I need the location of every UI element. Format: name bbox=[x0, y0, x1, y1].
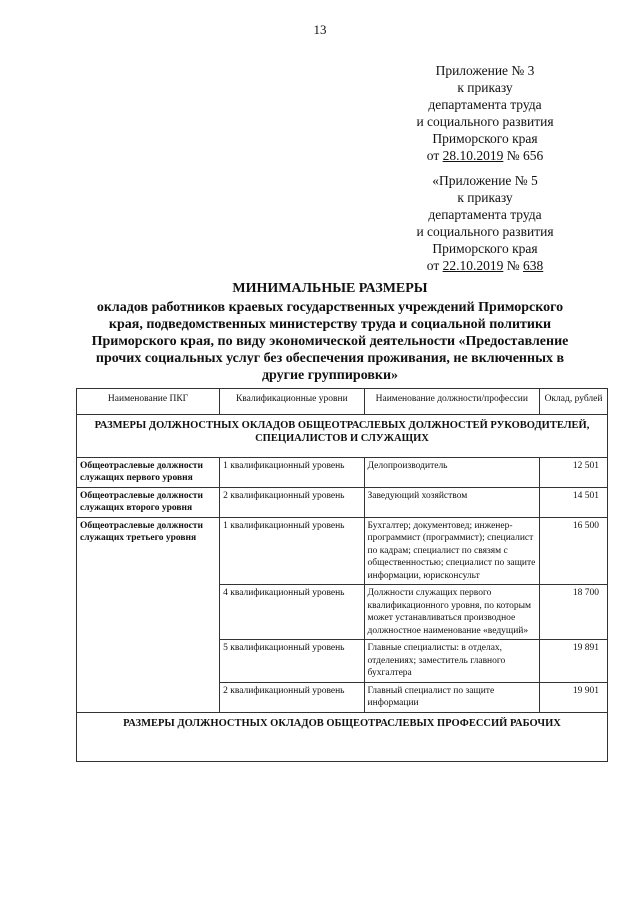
page-number: 13 bbox=[313, 22, 327, 37]
row-salary: 12 501 bbox=[540, 457, 608, 487]
row-position: Главные специалисты: в отделах, отделениях; заместитель главного бухгалтера bbox=[364, 640, 540, 683]
title-line3: Приморского края, по виду экономической деятельности «Предоставление bbox=[91, 334, 569, 349]
appendix-5-line1: «Приложение № 5 bbox=[432, 173, 538, 188]
row-salary: 18 700 bbox=[540, 585, 608, 640]
appendix-5-line5: Приморского края bbox=[432, 241, 538, 256]
row-salary: 16 500 bbox=[540, 517, 608, 585]
salary-table bbox=[76, 388, 608, 762]
row-group: Общеотраслевые должности служащих второго уровня bbox=[77, 487, 220, 517]
header-pkg: Наименование ПКГ bbox=[77, 389, 220, 415]
table-row bbox=[77, 487, 608, 517]
row-salary: 19 901 bbox=[540, 682, 608, 712]
row-level: 4 квалификационный уровень bbox=[220, 585, 364, 640]
row-salary: 19 891 bbox=[540, 640, 608, 683]
appendix-3-date: 28.10.2019 bbox=[442, 148, 504, 163]
appendix-5-line4: и социального развития bbox=[416, 224, 554, 239]
section-heading-2: РАЗМЕРЫ ДОЛЖНОСТНЫХ ОКЛАДОВ ОБЩЕОТРАСЛЕВЫХ ПРОФЕССИЙ РАБОЧИХ bbox=[77, 712, 608, 761]
table-row bbox=[77, 457, 608, 487]
appendix-3-line2: к приказу bbox=[457, 80, 513, 95]
appendix-3-line4: и социального развития bbox=[416, 114, 554, 129]
row-position: Делопроизводитель bbox=[364, 457, 540, 487]
row-level: 5 квалификационный уровень bbox=[220, 640, 364, 683]
appendix-5-date: 22.10.2019 bbox=[442, 258, 504, 273]
row-level: 1 квалификационный уровень bbox=[220, 517, 364, 585]
appendix-5-line2: к приказу bbox=[457, 190, 513, 205]
appendix-3-line5: Приморского края bbox=[432, 131, 538, 146]
title-line5: другие группировки» bbox=[261, 368, 399, 383]
section-row bbox=[77, 414, 608, 457]
section-heading-1: РАЗМЕРЫ ДОЛЖНОСТНЫХ ОКЛАДОВ ОБЩЕОТРАСЛЕВЫХ ДОЛЖНОСТЕЙ РУКОВОДИТЕЛЕЙ, СПЕЦИАЛИСТОВ И СЛУЖАЩИХ bbox=[77, 414, 608, 457]
row-group: Общеотраслевые должности служащих первого уровня bbox=[77, 457, 220, 487]
appendix-5-line3: департамента труда bbox=[428, 207, 542, 222]
document-title bbox=[70, 280, 590, 384]
row-position: Главный специалист по защите информации bbox=[364, 682, 540, 712]
header-level: Квалификационные уровни bbox=[220, 389, 364, 415]
row-position: Заведующий хозяйством bbox=[364, 487, 540, 517]
row-salary: 14 501 bbox=[540, 487, 608, 517]
title-line4: прочих социальных услуг без обеспечения проживания, не включенных в bbox=[95, 351, 565, 366]
row-level: 1 квалификационный уровень bbox=[220, 457, 364, 487]
title-line1: окладов работников краевых государственных учреждений Приморского bbox=[96, 300, 564, 315]
appendix-3-line1: Приложение № 3 bbox=[435, 63, 535, 78]
header-position: Наименование должности/профессии bbox=[364, 389, 540, 415]
row-level: 2 квалификационный уровень bbox=[220, 682, 364, 712]
appendix-5-date-line bbox=[380, 257, 590, 274]
appendix-5-number-prefix: № bbox=[503, 258, 523, 273]
appendix-3-block bbox=[380, 62, 590, 164]
row-position: Бухгалтер; документовед; инженер-программист (программист); специалист по кадрам; специалист по связям с общественностью; специалист по защите информации, юрисконсульт bbox=[364, 517, 540, 585]
appendix-3-date-line bbox=[380, 147, 590, 164]
appendix-5-date-prefix: от bbox=[426, 258, 443, 273]
table-row bbox=[77, 517, 608, 585]
title-heading: МИНИМАЛЬНЫЕ РАЗМЕРЫ bbox=[232, 281, 428, 296]
header-salary: Оклад, рублей bbox=[540, 389, 608, 415]
row-position: Должности служащих первого квалификационного уровня, по которым может устанавливаться производное должностное наименование «ведущий» bbox=[364, 585, 540, 640]
row-group: Общеотраслевые должности служащих третьего уровня bbox=[77, 517, 220, 712]
appendix-5-number: 638 bbox=[523, 258, 544, 273]
appendix-3-line3: департамента труда bbox=[428, 97, 542, 112]
appendix-3-date-prefix: от bbox=[426, 148, 443, 163]
row-level: 2 квалификационный уровень bbox=[220, 487, 364, 517]
table-header-row bbox=[77, 389, 608, 415]
title-line2: края, подведомственных министерству труда и социальной политики bbox=[108, 317, 552, 332]
section-row bbox=[77, 712, 608, 761]
appendix-3-number: № 656 bbox=[503, 148, 544, 163]
appendix-5-block bbox=[380, 172, 590, 274]
